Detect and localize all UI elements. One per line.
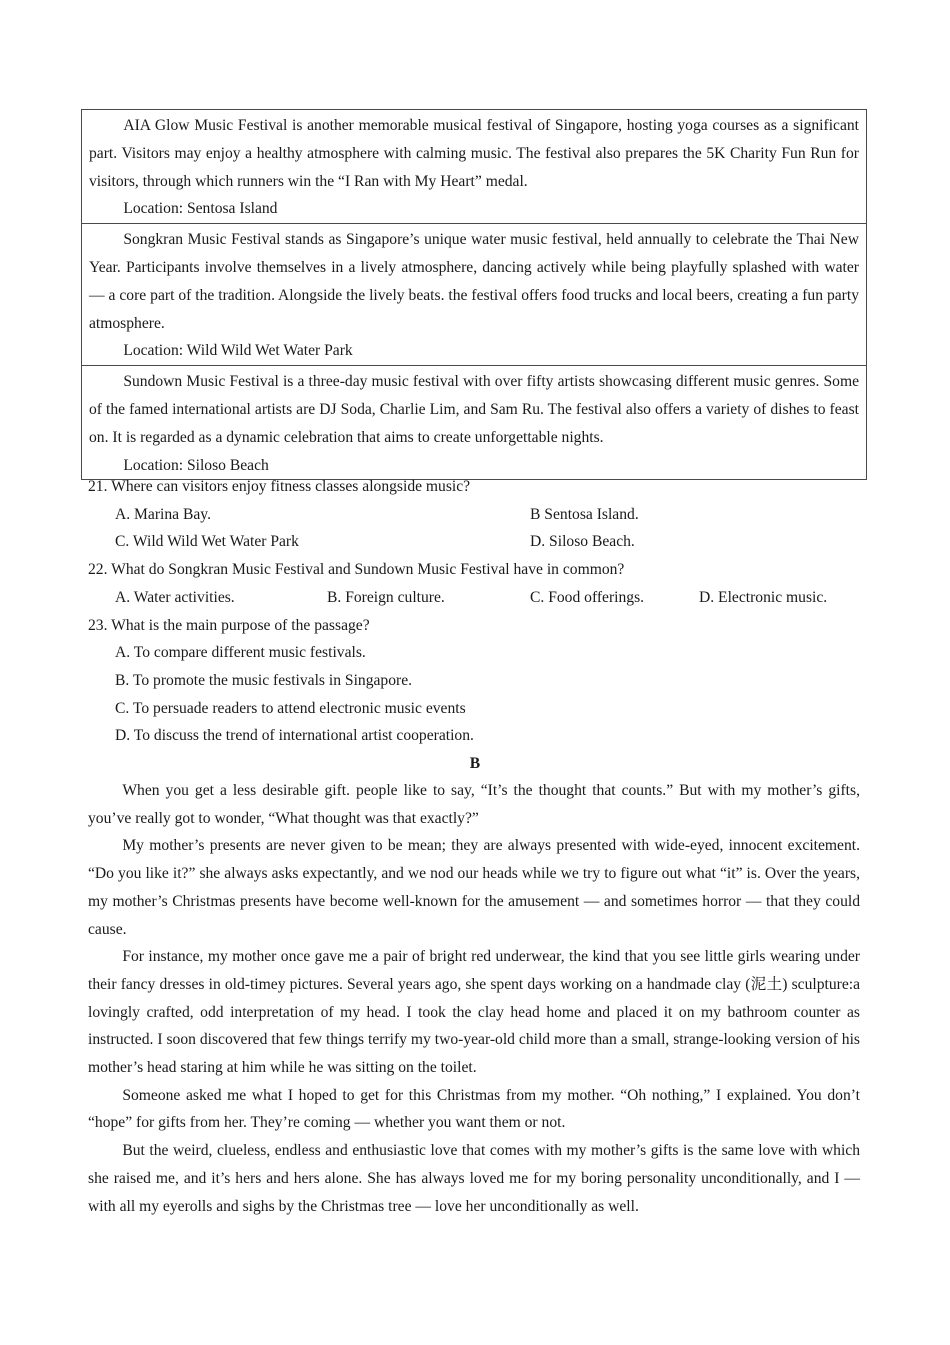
- option-b: B. Foreign culture.: [327, 588, 445, 606]
- festival-row-songkran: [82, 223, 866, 365]
- festival-description: Songkran Music Festival stands as Singapore’s unique water music festival, held annually to celebrate the Thai New Year. Participants involve themselves in a lively atmosphere, dancing actively while being playfully splashed with water — a core part of the tradition. Alongside the lively beats. the festival offers food trucks and local beers, creating a fun party atmosphere.: [89, 231, 859, 332]
- option-c: C. Wild Wild Wet Water Park: [115, 533, 299, 551]
- passage-paragraph: When you get a less desirable gift. people like to say, “It’s the thought that counts.” But with my mother’s gifts, you’ve really got to wonder, “What thought was that exactly?”: [88, 782, 860, 827]
- option-b: B Sentosa Island.: [530, 505, 639, 523]
- option-c: C. Food offerings.: [530, 588, 645, 606]
- question-stem: 23. What is the main purpose of the passage?: [88, 616, 370, 634]
- festival-location: Location: Sentosa Island: [123, 200, 278, 218]
- option-a: A. Marina Bay.: [115, 505, 211, 523]
- section-b-passage: [88, 777, 860, 1220]
- option-a: A. Water activities.: [115, 588, 235, 606]
- option-b: B. To promote the music festivals in Singapore.: [115, 671, 413, 689]
- option-row: [88, 584, 860, 612]
- option-d: D. To discuss the trend of international artist cooperation.: [115, 727, 474, 745]
- section-b-title: B: [469, 755, 481, 772]
- festival-row-aia-glow: [82, 110, 866, 223]
- question-23: [88, 612, 860, 751]
- question-stem: 21. Where can visitors enjoy fitness classes alongside music?: [88, 478, 471, 495]
- festival-description: Sundown Music Festival is a three-day music festival with over fifty artists showcasing different music genres. Some of the famed international artists are DJ Soda, Charlie Lim, and Sam Ru. The festival also offers a variety of dishes to feast on. It is regarded as a dynamic celebration that aims to create unforgettable nights.: [89, 373, 859, 446]
- question-21: [88, 473, 860, 556]
- passage-paragraph: For instance, my mother once gave me a pair of bright red underwear, the kind that you see little girls wearing under their fancy dresses in old-timey pictures. Several years ago, she spent days working on a handmade clay (泥土) sculpture:a lovingly crafted, odd interpretation of my head. I took the clay head home and placed it on my bathroom counter as instructed. I soon discovered that few things terrify my two-year-old child more than a small, strange-looking version of his mother’s head staring at him while he was sitting on the toilet.: [88, 948, 860, 1077]
- option-row: [88, 501, 860, 529]
- option-a: A. To compare different music festivals.: [115, 644, 366, 662]
- option-d: D. Siloso Beach.: [530, 533, 635, 551]
- option-row: [88, 528, 860, 556]
- option-c: C. To persuade readers to attend electronic music events: [115, 699, 466, 717]
- question-22: [88, 556, 860, 611]
- option-d: D. Electronic music.: [699, 588, 828, 606]
- festival-row-sundown: [82, 365, 866, 479]
- festival-table: [81, 109, 867, 480]
- passage-paragraph: Someone asked me what I hoped to get for this Christmas from my mother. “Oh nothing,” I explained. You don’t “hope” for gifts from her. They’re coming — whether you want them or not.: [88, 1086, 860, 1132]
- passage-paragraph: But the weird, clueless, endless and enthusiastic love that comes with my mother’s gifts is the same love with which she raised me, and it’s hers and hers alone. She has always loved me for my boring personality unconditionally, and I — with all my eyerolls and sighs by the Christmas tree — love her unconditionally as well.: [88, 1142, 860, 1215]
- festival-description: AIA Glow Music Festival is another memorable musical festival of Singapore, hosting yoga courses as a significant part. Visitors may enjoy a healthy atmosphere with calming music. The festival also prepares the 5K Charity Fun Run for visitors, through which runners win the “I Ran with My Heart” medal.: [89, 117, 859, 190]
- festival-location: Location: Siloso Beach: [123, 456, 269, 474]
- festival-location: Location: Wild Wild Wet Water Park: [123, 342, 353, 360]
- question-list: [88, 473, 860, 750]
- question-stem: 22. What do Songkran Music Festival and Sundown Music Festival have in common?: [88, 561, 625, 579]
- passage-paragraph: My mother’s presents are never given to be mean; they are always presented with wide-eyed, innocent excitement. “Do you like it?” she always asks expectantly, and we nod our heads while we try to figure out what “it” is. Over the years, my mother’s Christmas presents have become well-known for the amusement — and sometimes horror — that they could cause.: [88, 837, 860, 938]
